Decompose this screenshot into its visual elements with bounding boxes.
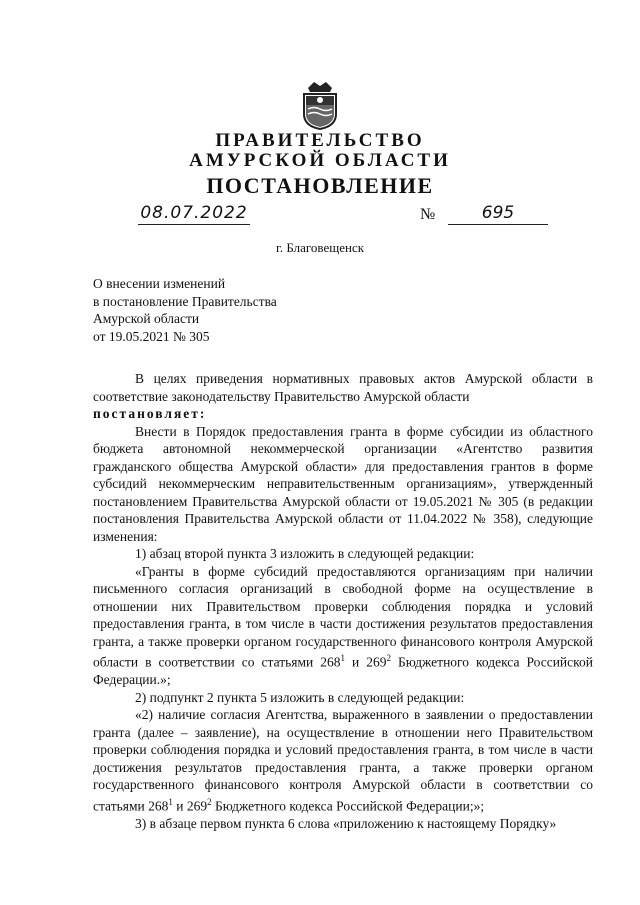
subject-line: Амурской области	[93, 311, 200, 326]
document-type-title: ПОСТАНОВЛЕНИЕ	[206, 173, 434, 198]
subject-line: О внесении изменений	[93, 276, 226, 291]
amendment-item-3: 3) в абзаце первом пункта 6 слова «приложению к настоящему Порядку»	[135, 815, 557, 831]
coat-of-arms-icon	[300, 78, 340, 130]
decree-subject	[93, 275, 277, 345]
amendment-item-1: 1) абзац второй пункта 3 изложить в следующей редакции:	[135, 546, 475, 561]
decree-number: 695	[448, 202, 548, 225]
government-title-line2: АМУРСКОЙ ОБЛАСТИ	[189, 150, 451, 171]
subject-line: в постановление Правительства	[93, 293, 277, 309]
number-label: №	[420, 206, 436, 223]
preamble-paragraph: В целях приведения нормативных правовых актов Амурской области в соответствие законодательству Правительство Амурской области	[93, 371, 593, 404]
subject-line: от 19.05.2021 № 305	[93, 328, 210, 344]
amendment-quote-1: «Гранты в форме субсидий предоставляются организациям при наличии письменного согласия организаций в свободной форме на осуществление в отношении них Правительством проверки соблюдения порядка и условий предоставления гранта, в том числе в части достижения результатов предоставления гранта, а также проверки органом государственного финансового контроля Амурской области в соответствии со статьями $268^1$ и $269^2$ Бюджетного кодекса Российской Федерации.»;	[93, 563, 593, 687]
amendment-item-2: 2) подпункт 2 пункта 5 изложить в следующей редакции:	[135, 689, 465, 705]
decree-date: 08.07.2022	[138, 202, 250, 225]
amendment-quote-2: «2) наличие согласия Агентства, выраженного в заявлении о предоставлении гранта (далее – заявление), на осуществление в отношении него Правительством проверки соблюдения порядка и условий предоставления гранта, в том числе в части достижения результатов предоставления гранта, а также проверки органом государственного финансового контроля Амурской области в соответствии со статьями $268^1$ и $269^2$ Бюджетного кодекса Российской Федерации;»;	[93, 707, 593, 813]
decides-word: постановляет:	[93, 406, 207, 421]
city-name: г. Благовещенск	[275, 240, 365, 255]
main-paragraph: Внести в Порядок предоставления гранта в форме субсидии из областного бюджета автономной некоммерческой организации «Агентство развития гражданского общества Амурской области» для предоставления грантов в форме субсидий некоммерческим неправительственным организациям», утвержденный постановлением Правительства Амурской области от 19.05.2021 № 305 (в редакции постановления Правительства Амурской области от 11.04.2022 № 358), следующие изменения:	[93, 423, 593, 544]
decree-body	[93, 370, 593, 832]
government-title-line1: ПРАВИТЕЛЬСТВО	[215, 130, 425, 151]
